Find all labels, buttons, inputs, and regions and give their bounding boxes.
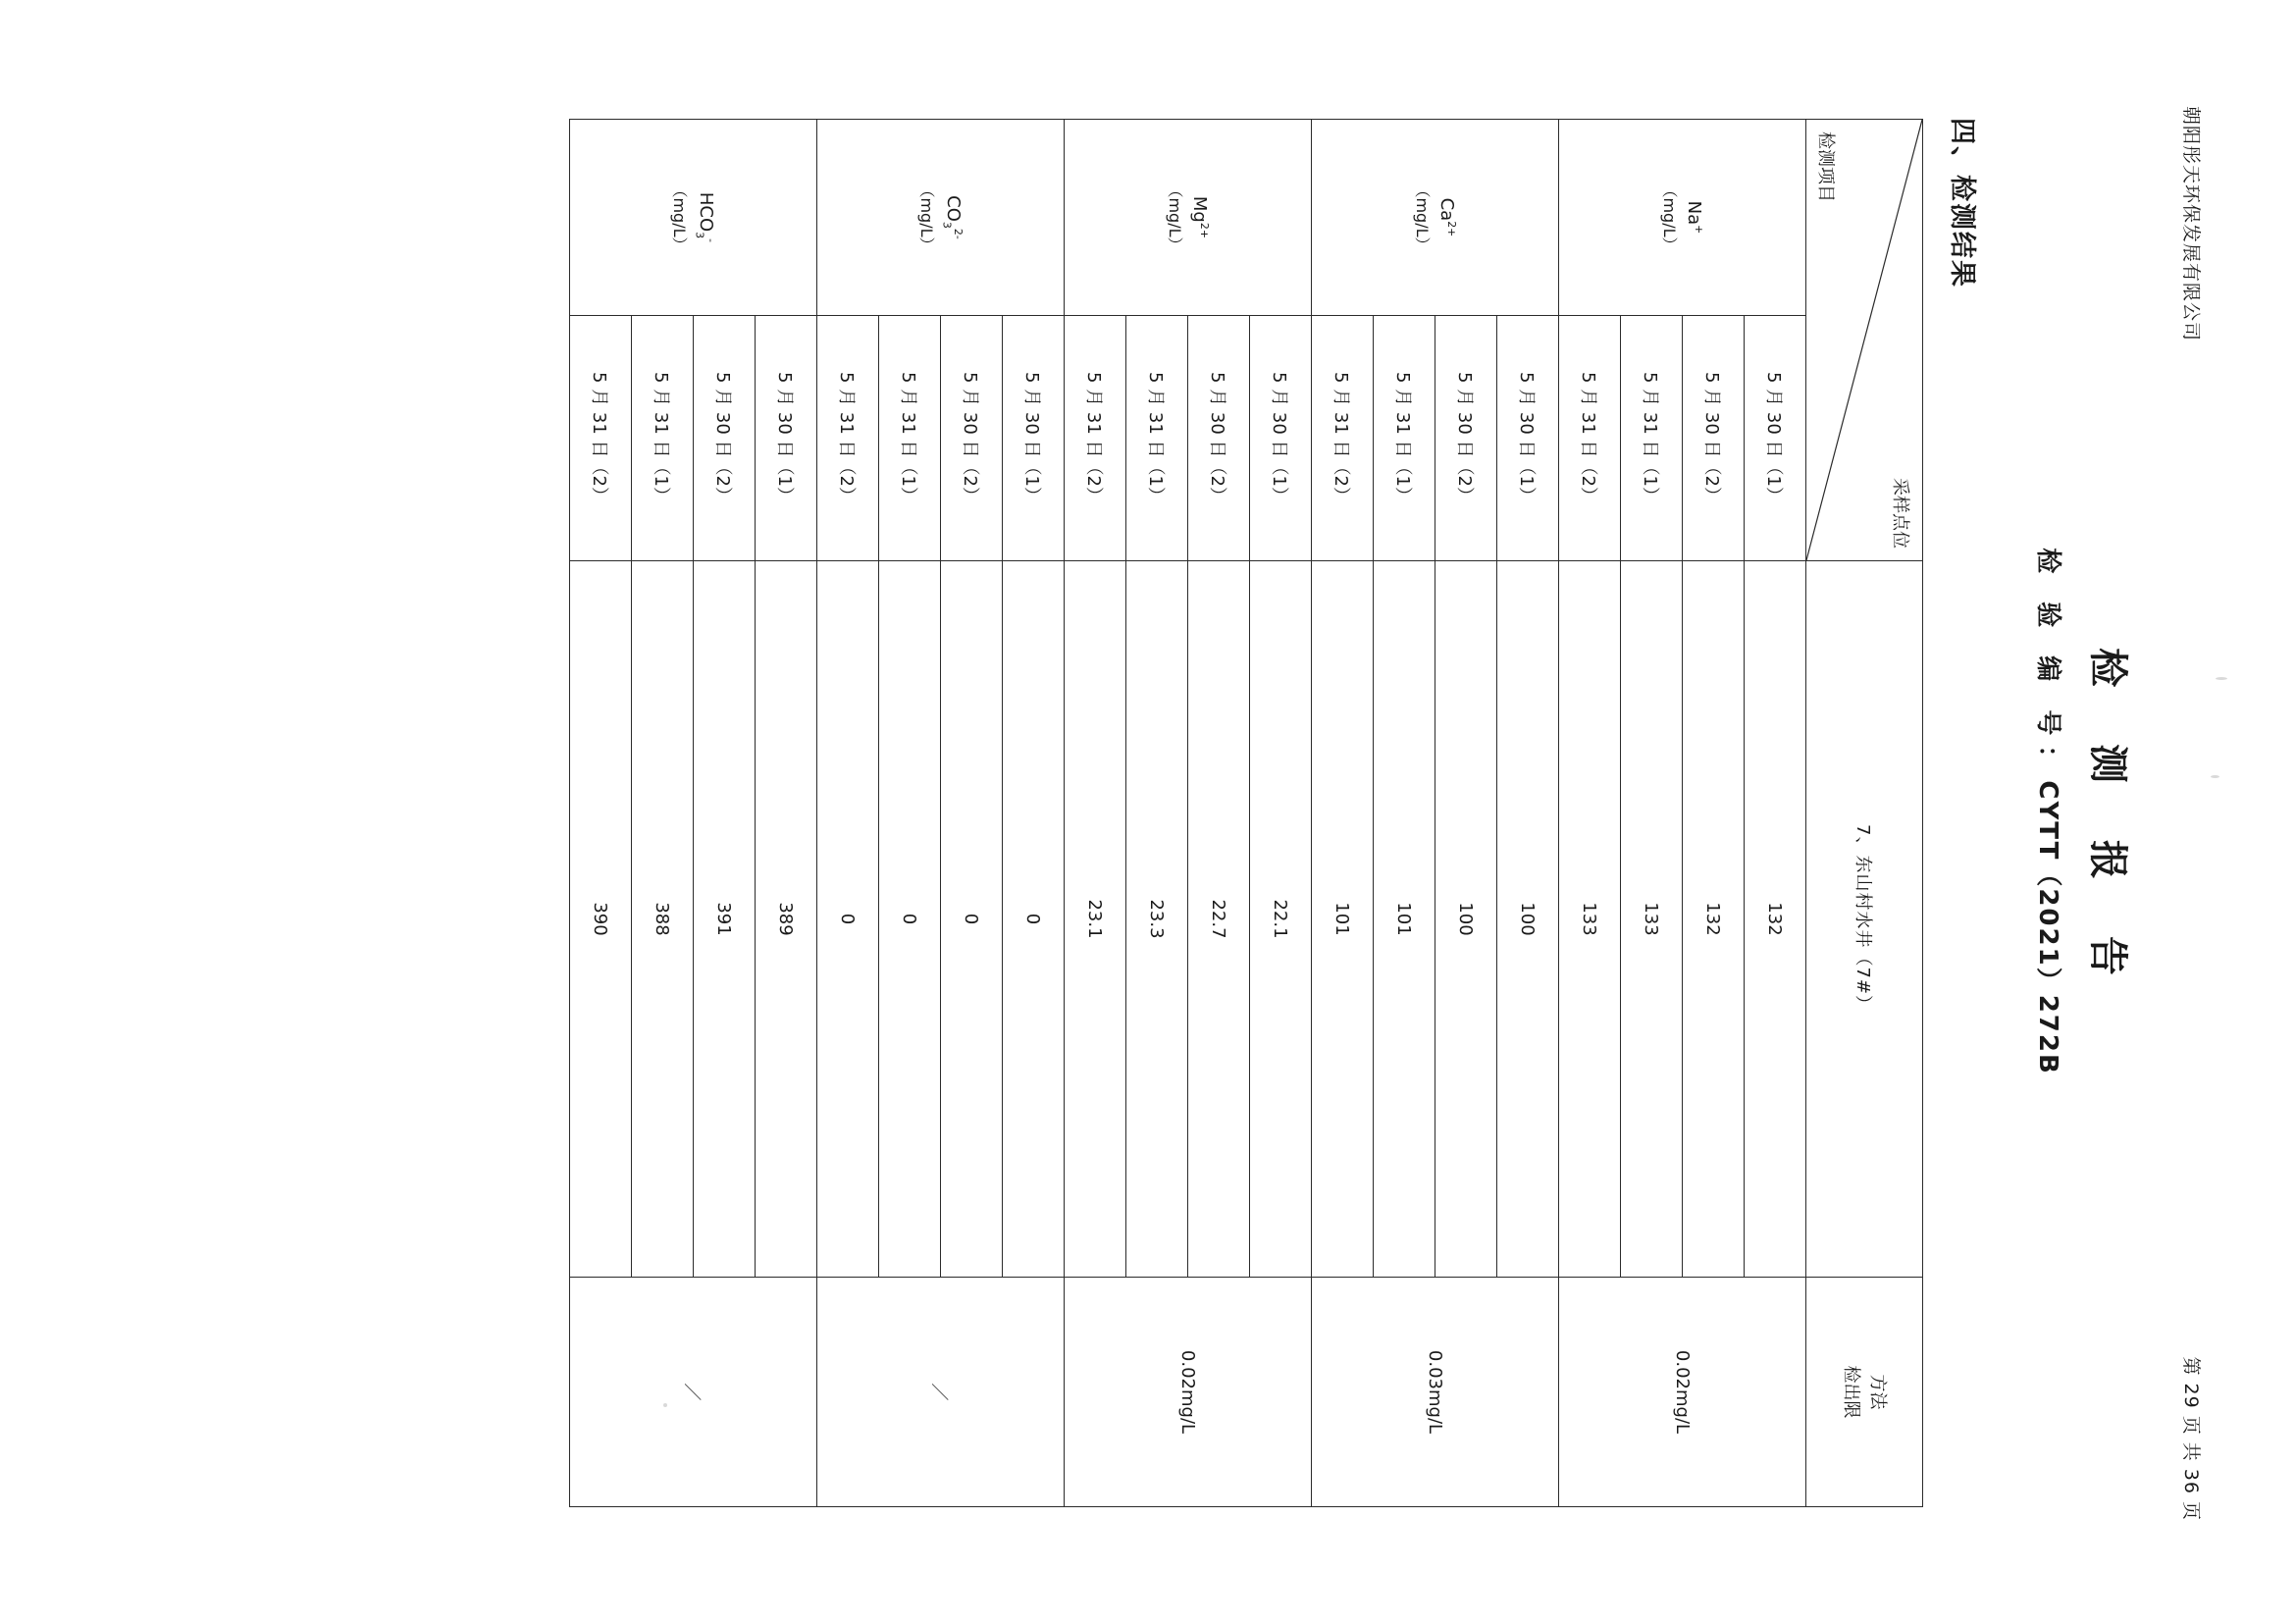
table-row	[1497, 120, 1559, 1507]
sampling-time-cell: 5 月 31 日（1）	[632, 316, 694, 561]
sampling-time-cell: 5 月 31 日（1）	[879, 316, 941, 561]
mdl-header-line1: 方法	[1867, 1374, 1888, 1410]
table-row	[1003, 120, 1065, 1507]
mdl-header-line2: 检出限	[1841, 1365, 1861, 1419]
result-value-cell: 101	[1374, 561, 1435, 1278]
sampling-time-cell: 5 月 30 日（1）	[756, 316, 817, 561]
results-table-wrapper	[569, 119, 1923, 1506]
result-value-cell: 0	[941, 561, 1003, 1278]
result-value-cell: 23.3	[1126, 561, 1188, 1278]
test-item-cell: Na+ （mg/L）	[1559, 120, 1806, 316]
result-value-cell: 0	[879, 561, 941, 1278]
scan-speck	[663, 1403, 667, 1407]
detection-limit-cell: 0.03mg/L	[1312, 1278, 1559, 1507]
report-title: 检 测 报 告	[2085, 648, 2130, 997]
test-item-cell: $Ca^{2+}$ （mg/L）	[1312, 120, 1559, 316]
result-value-cell: 101	[1312, 561, 1374, 1278]
sampling-time-cell: 5 月 30 日（2）	[941, 316, 1003, 561]
sampling-time-cell: 5 月 30 日（1）	[1497, 316, 1559, 561]
results-table-body	[570, 120, 1806, 1507]
sampling-time-cell: 5 月 31 日（2）	[1065, 316, 1126, 561]
sampling-time-cell: 5 月 31 日（2）	[817, 316, 879, 561]
company-name: 朝阳彤天环保发展有限公司	[2180, 106, 2202, 342]
table-row	[1250, 120, 1312, 1507]
result-value-cell: 0	[817, 561, 879, 1278]
corner-test-item-label: 检测项目	[1815, 131, 1836, 202]
table-row	[756, 120, 817, 1507]
result-value-cell: 388	[632, 561, 694, 1278]
test-item-cell: $HCO_3^-$ （mg/L）	[570, 120, 817, 316]
section-heading: 四、检测结果	[1947, 118, 1977, 288]
result-value-cell: 132	[1683, 561, 1745, 1278]
result-value-cell: 100	[1497, 561, 1559, 1278]
sampling-time-cell: 5 月 30 日（1）	[1003, 316, 1065, 561]
report-number-label: 检 验 编 号：	[2033, 548, 2062, 781]
report-number	[2032, 0, 2068, 1623]
scan-speck	[2216, 677, 2227, 680]
sampling-time-cell: 5 月 30 日（2）	[1435, 316, 1497, 561]
result-value-cell: 22.7	[1188, 561, 1250, 1278]
sampling-time-cell: 5 月 30 日（2）	[1683, 316, 1745, 561]
detection-limit-cell: ／	[817, 1278, 1065, 1507]
result-value-cell: 100	[1435, 561, 1497, 1278]
result-value-cell: 389	[756, 561, 817, 1278]
results-table	[569, 119, 1923, 1507]
table-row	[1745, 120, 1806, 1507]
corner-sampling-point-label: 采样点位	[1890, 478, 1910, 549]
sampling-time-cell: 5 月 31 日（2）	[1559, 316, 1621, 561]
result-value-cell: 23.1	[1065, 561, 1126, 1278]
sampling-time-cell: 5 月 31 日（2）	[1312, 316, 1374, 561]
sampling-time-cell: 5 月 31 日（1）	[1621, 316, 1683, 561]
result-value-cell: 391	[694, 561, 756, 1278]
sampling-time-cell: 5 月 30 日（1）	[1745, 316, 1806, 561]
result-value-cell: 132	[1745, 561, 1806, 1278]
sampling-time-cell: 5 月 30 日（1）	[1250, 316, 1312, 561]
sampling-point-header: 7、东山村水井（7#）	[1806, 561, 1923, 1278]
result-value-cell: 133	[1559, 561, 1621, 1278]
test-item-cell: $Mg^{2+}$ （mg/L）	[1065, 120, 1312, 316]
result-value-cell: 0	[1003, 561, 1065, 1278]
report-number-value: CYTT（2021）272B	[2033, 780, 2062, 1075]
scan-speck	[2211, 775, 2219, 778]
detection-limit-cell: 0.02mg/L	[1065, 1278, 1312, 1507]
sampling-time-cell: 5 月 31 日（1）	[1126, 316, 1188, 561]
page-number: 第 29 页 共 36 页	[2180, 1356, 2202, 1521]
method-detection-limit-header	[1806, 1278, 1923, 1507]
test-item-cell: $CO_3^{2-}$ （mg/L）	[817, 120, 1065, 316]
result-value-cell: 133	[1621, 561, 1683, 1278]
detection-limit-cell: 0.02mg/L	[1559, 1278, 1806, 1507]
table-header-row	[1806, 120, 1923, 1507]
sampling-time-cell: 5 月 30 日（2）	[1188, 316, 1250, 561]
sampling-time-cell: 5 月 31 日（2）	[570, 316, 632, 561]
detection-limit-cell: ／	[570, 1278, 817, 1507]
result-value-cell: 22.1	[1250, 561, 1312, 1278]
corner-header-cell	[1806, 120, 1923, 561]
sampling-time-cell: 5 月 30 日（2）	[694, 316, 756, 561]
result-value-cell: 390	[570, 561, 632, 1278]
sampling-time-cell: 5 月 31 日（1）	[1374, 316, 1435, 561]
